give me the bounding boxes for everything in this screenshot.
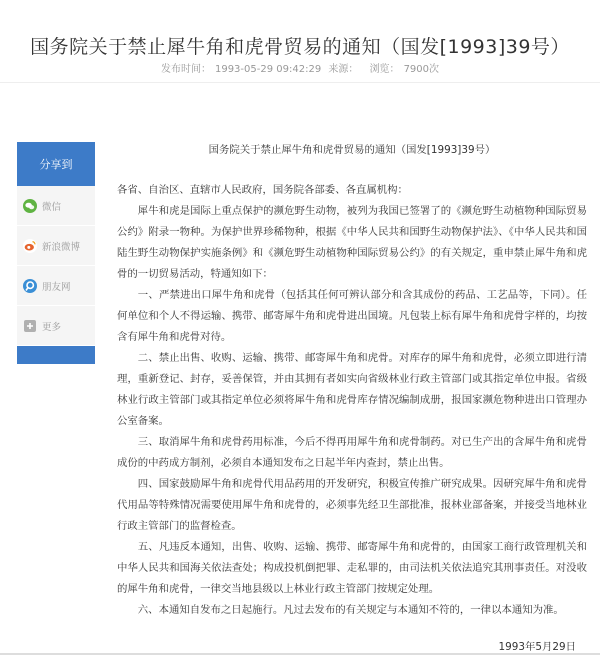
more-icon bbox=[23, 319, 37, 333]
document-salutation: 各省、自治区、直辖市人民政府，国务院各部委、各直属机构： bbox=[117, 184, 408, 196]
pengyou-icon bbox=[23, 279, 37, 293]
share-pengyou-label: 朋友网 bbox=[42, 281, 71, 293]
views-count: 7900次 bbox=[403, 64, 440, 75]
share-panel bbox=[17, 142, 95, 364]
article-title: 国务院关于禁止犀牛角和虎骨贸易的通知（国发[1993]39号） bbox=[30, 36, 570, 58]
views-label: 浏览： bbox=[369, 64, 400, 75]
header-divider bbox=[0, 82, 600, 83]
document-paragraph: 一、严禁进出口犀牛角和虎骨（包括其任何可辨认部分和含其成份的药品、工艺品等，下同）。任何单位和个人不得运输、携带、邮寄犀牛角和虎骨进出国境。凡包装上标有犀牛角和虎骨字样的，均按含有犀牛角和虎骨对待。 bbox=[117, 289, 587, 343]
share-wechat-label: 微信 bbox=[42, 201, 62, 213]
document-title: 国务院关于禁止犀牛角和虎骨贸易的通知（国发[1993]39号） bbox=[208, 144, 496, 156]
share-pengyou-button[interactable] bbox=[17, 266, 95, 306]
publish-label: 发布时间： bbox=[160, 64, 211, 75]
document-paragraph: 犀牛和虎是国际上重点保护的濒危野生动物，被列为我国已签署了的《濒危野生动植物种国际贸易公约》附录一物种。为保护世界珍稀物种，根据《中华人民共和国野生动物保护法》、《中华人民共和国陆生野生动物保护实施条例》和《濒危野生动植物种国际贸易公约》的有关规定，重申禁止犀牛角和虎骨的一切贸易活动，特通知如下： bbox=[117, 205, 587, 280]
share-more-label: 更多 bbox=[42, 321, 62, 333]
document-body bbox=[117, 140, 587, 621]
document-paragraph: 二、禁止出售、收购、运输、携带、邮寄犀牛角和虎骨。对库存的犀牛角和虎骨，必须立即进行清理，重新登记、封存，妥善保管，并由其拥有者如实向省级林业行政主管部门或其指定单位申报。省级林业行政主管部门或其指定单位必须将犀牛角和虎骨库存情况编制成册，报国家濒危物种进出口管理办公室备案。 bbox=[117, 352, 587, 427]
document-paragraph: 四、国家鼓励犀牛角和虎骨代用品药用的开发研究，积极宣传推广研究成果。因研究犀牛角和虎骨代用品等特殊情况需要使用犀牛角和虎骨的，必须事先经卫生部批准，报林业部备案，并接受当地林业行政主管部门的监督检查。 bbox=[117, 478, 587, 532]
document-paragraph: 三、取消犀牛角和虎骨药用标准，今后不得再用犀牛角和虎骨制药。对已生产出的含犀牛角和虎骨成份的中药成方制剂，必须自本通知发布之日起半年内查封，禁止出售。 bbox=[117, 436, 587, 469]
weibo-icon bbox=[23, 239, 37, 253]
share-footer-bar bbox=[17, 346, 95, 364]
share-weibo-button[interactable] bbox=[17, 226, 95, 266]
share-wechat-button[interactable] bbox=[17, 186, 95, 226]
share-weibo-label: 新浪微博 bbox=[42, 241, 81, 253]
share-more-button[interactable] bbox=[17, 306, 95, 346]
document-paragraph: 五、凡违反本通知，出售、收购、运输、携带、邮寄犀牛角和虎骨的，由国家工商行政管理机关和中华人民共和国海关依法查处；构成投机倒把罪、走私罪的，由司法机关依法追究其刑事责任。对没收的犀牛角和虎骨，一律交当地县级以上林业行政主管部门按规定处理。 bbox=[117, 541, 587, 595]
wechat-icon bbox=[23, 199, 37, 213]
document-date: 1993年5月29日 bbox=[498, 641, 576, 653]
article-meta bbox=[0, 60, 600, 75]
source-label: 来源： bbox=[328, 64, 359, 75]
publish-time: 1993-05-29 09:42:29 bbox=[214, 64, 322, 75]
document-paragraph: 六、本通知自发布之日起施行。凡过去发布的有关规定与本通知不符的，一律以本通知为准。 bbox=[137, 604, 564, 616]
share-title: 分享到 bbox=[17, 142, 95, 186]
